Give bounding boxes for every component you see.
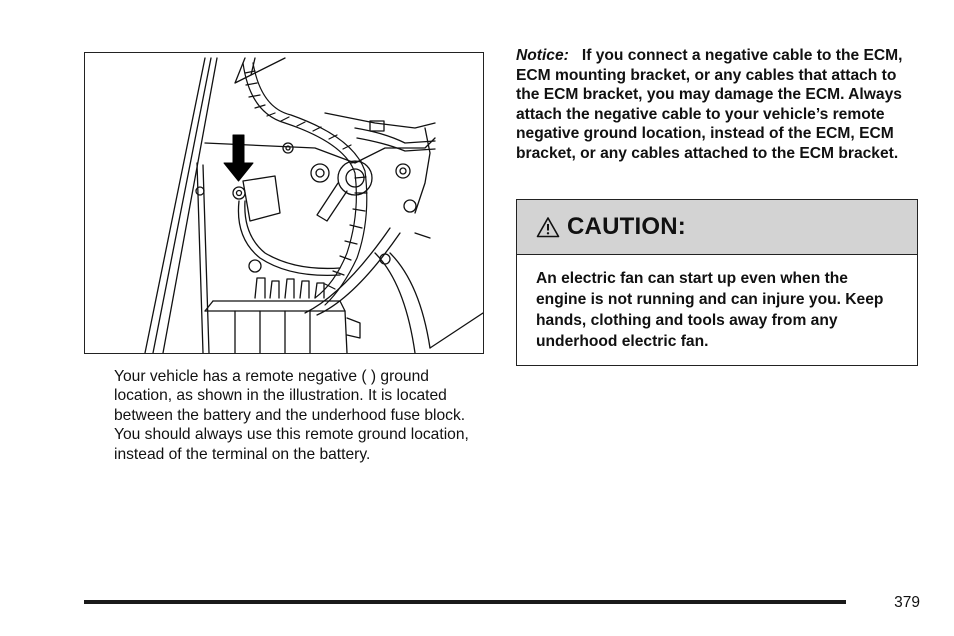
- caution-box: [516, 199, 918, 366]
- caution-title: CAUTION:: [567, 213, 686, 240]
- caution-text: An electric fan can start up even when the engine is not running and can injure you. Keep hands, clothing and tools away from any underhood electric fan.: [536, 270, 884, 350]
- engine-ground-illustration: [84, 52, 484, 354]
- footer-rule: [84, 600, 846, 604]
- notice-paragraph: [516, 46, 920, 163]
- body-paragraph: Your vehicle has a remote negative ( ) ground location, as shown in the illustration. It is located between the battery and the underhood fuse block. You should always use this remote ground location, instead of the terminal on the battery.: [114, 368, 469, 463]
- notice-label: Notice:: [516, 47, 569, 64]
- notice-text: If you connect a negative cable to the ECM, ECM mounting bracket, or any cables that attach to the ECM bracket, you may damage the ECM. Always attach the negative cable to your vehicle’s remote negative ground location, instead of the ECM, ECM bracket, or any cables attached to the ECM bracket.: [516, 47, 903, 162]
- caution-header: [517, 200, 917, 255]
- page-number: 379: [894, 594, 920, 611]
- warning-triangle-icon: [536, 216, 560, 238]
